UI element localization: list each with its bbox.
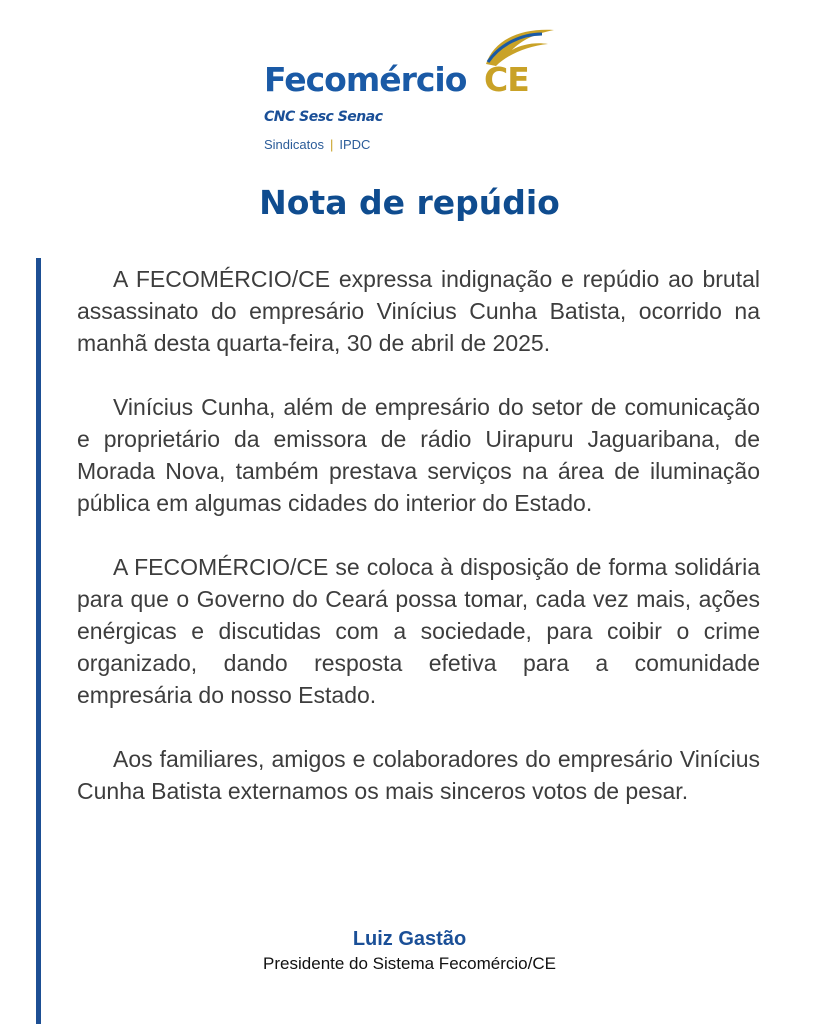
logo-brands: CNC Sesc Senac xyxy=(264,109,383,125)
signatory-role: Presidente do Sistema Fecomércio/CE xyxy=(263,954,556,973)
paragraph-4: Aos familiares, amigos e colaboradores do empresário Vinícius Cunha Batista externamos os mais sinceros votos de pesar. xyxy=(77,746,760,804)
logo-subtitle xyxy=(264,137,370,153)
logo-sub-left: Sindicatos xyxy=(264,137,324,152)
logo-sub-separator: | xyxy=(329,137,334,152)
paragraph-3: A FECOMÉRCIO/CE se coloca à disposição de forma solidária para que o Governo do Ceará possa tomar, cada vez mais, ações enérgicas e discutidas com a sociedade, para coibir o crime organizado, dando resposta efetiva para a comunidade empresária do nosso Estado. xyxy=(77,554,760,708)
paragraph-1: A FECOMÉRCIO/CE expressa indignação e repúdio ao brutal assassinato do empresário Vinícius Cunha Batista, ocorrido na manhã desta quarta-feira, 30 de abril de 2025. xyxy=(77,266,760,356)
signature-block xyxy=(0,926,819,976)
signatory-name: Luiz Gastão xyxy=(352,928,467,950)
fecomercio-logo xyxy=(262,24,572,164)
left-accent-bar xyxy=(36,258,41,1024)
logo-wordmark: Fecomércio xyxy=(264,60,467,99)
paragraph-2: Vinícius Cunha, além de empresário do setor de comunicação e proprietário da emissora de rádio Uirapuru Jaguaribana, de Morada Nova, também prestava serviços na área de iluminação pública em algumas cidades do interior do Estado. xyxy=(77,394,760,516)
logo-region: CE xyxy=(484,60,529,99)
logo-sub-right: IPDC xyxy=(339,137,371,152)
page-title: Nota de repúdio xyxy=(259,183,560,222)
note-body xyxy=(77,263,760,839)
